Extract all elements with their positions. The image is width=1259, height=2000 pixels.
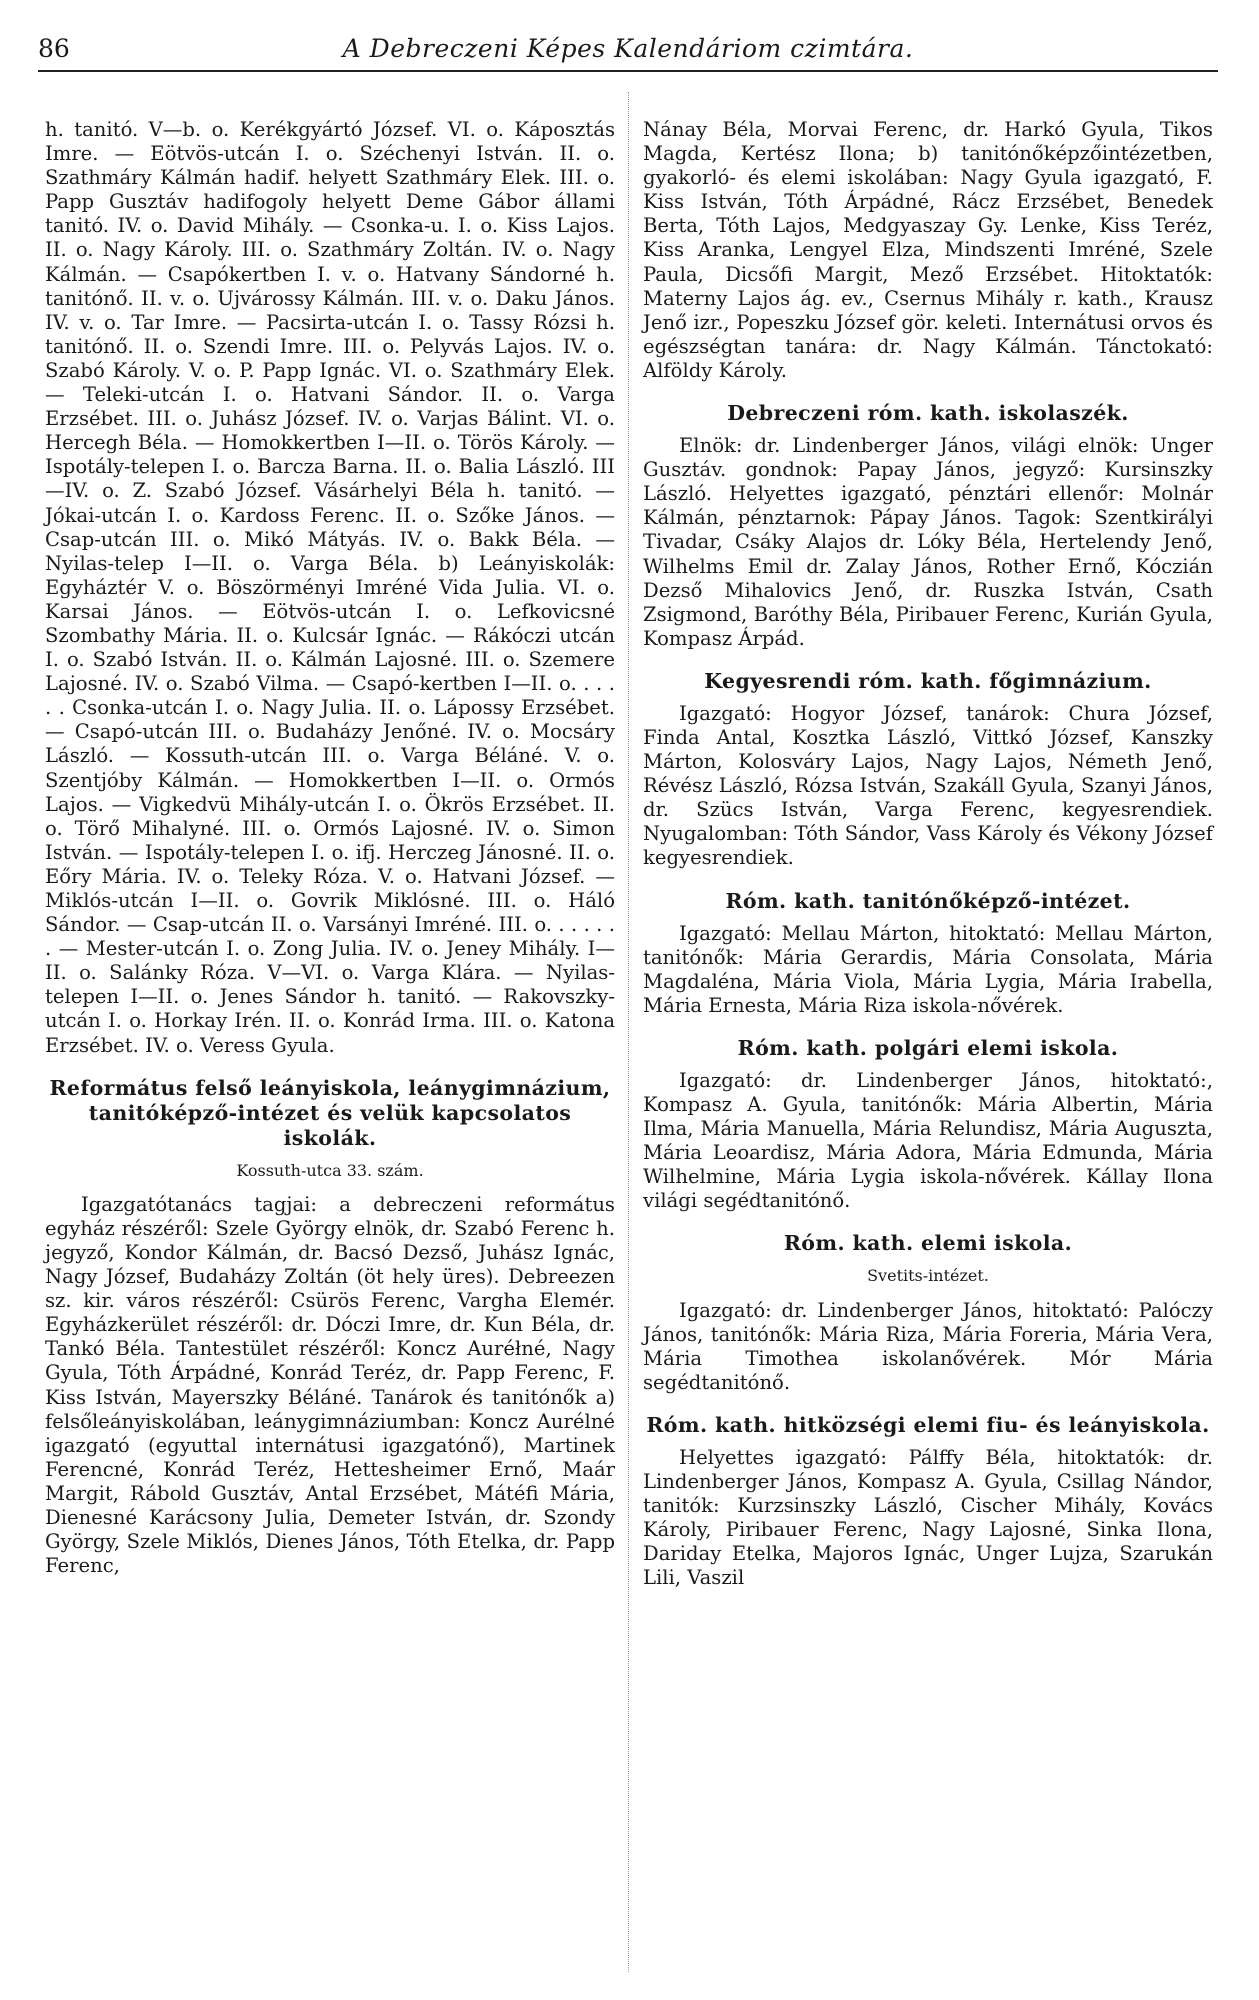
section-subtitle-address: Kossuth-utca 33. szám. [236, 1160, 424, 1180]
section-title-iskolaszek: Debreczeni róm. kath. iskolaszék. [727, 401, 1129, 426]
column-divider [628, 92, 629, 1972]
section-title-reformatus: Református felső leányiskola, leánygimnázium, tanitóképző-intézet és velük kapcsolatos iskolák. [49, 1075, 611, 1150]
running-title: A Debreczeni Képes Kalendáriom czimtára. [342, 34, 914, 63]
page-header [38, 30, 1218, 72]
section-paragraph-fogimnazium: Igazgató: Hogyor József, tanárok: Chura József, Finda Antal, Kosztka László, Vittkó József, Kanszky Márton, Kolosváry Lajos, Nagy Lajos, Németh Jenő, Révész László, Rózsa István, Szakáll Gyula, Szanyi János, dr. Szücs István, Varga Ferenc, kegyesrendiek. Nyugalomban: Tóth Sándor, Vass Károly és Vékony József kegyesrendiek. [643, 701, 1213, 870]
left-column [45, 118, 615, 1578]
section-paragraph-polgari: Igazgató: dr. Lindenberger János, hitoktató:, Kompasz A. Gyula, tanitónők: Mária Albertin, Mária Ilma, Mária Manuella, Mária Relundisz, Mária Auguszta, Mária Leoardisz, Mária Adora, Mária Edmunda, Mária Wilhelmine, Mária Lygia iskola-nővérek. Kállay Ilona világi segédtanitónő. [643, 1068, 1213, 1213]
section-paragraph-tanitonokepzo: Igazgató: Mellau Márton, hitoktató: Mellau Márton, tanitónők: Mária Gerardis, Mária Consolata, Mária Magdaléna, Mária Viola, Mária Lygia, Mária Irabella, Mária Ernesta, Mária Riza iskola-nővérek. [643, 921, 1213, 1017]
right-intro-paragraph: Nánay Béla, Morvai Ferenc, dr. Harkó Gyula, Tikos Magda, Kertész Ilona; b) tanitónőképzőintézetben, gyakorló- és elemi iskolában: Nagy Gyula igazgató, F. Kiss István, Tóth Árpádné, Rácz Erzsébet, Benedek Berta, Tóth Lajos, Medgyaszay Gy. Lenke, Kiss Teréz, Kiss Aranka, Lengyel Elza, Mindszenti Imréné, Szele Paula, Dicsőfi Margit, Mező Erzsébet. Hitoktatók: Materny Lajos ág. ev., Csernus Mihály r. kath., Krausz Jenő izr., Popeszku József gör. keleti. Internátusi orvos és egészségtan tanára: dr. Nagy Kálmán. Tánctokató: Alföldy Károly. [643, 118, 1213, 382]
section-paragraph-hitkozsegi: Helyettes igazgató: Pálffy Béla, hitoktatók: dr. Lindenberger János, Kompasz A. Gyula, Csillag Nándor, tanitók: Kurzsinszky László, Cischer Mihály, Kovács Károly, Piribauer Ferenc, Nagy Lajosné, Sinka Ilona, Dariday Etelka, Majoros Ignác, Unger Lujza, Szarukán Lili, Vaszil [643, 1445, 1213, 1590]
left-intro-paragraph: h. tanitó. V—b. o. Kerékgyártó József. VI. o. Káposztás Imre. — Eötvös-utcán I. o. Széchenyi István. II. o. Szathmáry Kálmán hadif. helyett Szathmáry Elek. III. o. Papp Gusztáv hadifogoly helyett Deme Gábor állami tanitó. IV. o. David Mihály. — Csonka-u. I. o. Kiss Lajos. II. o. Nagy Károly. III. o. Szathmáry Zoltán. IV. o. Nagy Kálmán. — Csapókertben I. v. o. Hatvany Sándorné h. tanitónő. II. v. o. Ujvárossy Kálmán. III. v. o. Daku János. IV. v. o. Tar Imre. — Pacsirta-utcán I. o. Tassy Rózsi h. tanitónő. II. o. Szendi Imre. III. o. Pelyvás Lajos. IV. o. Szabó Károly. V. o. P. Papp Ignác. VI. o. Szathmáry Elek. — Teleki-utcán I. o. Hatvani Sándor. II. o. Varga Erzsébet. III. o. Juhász József. IV. o. Varjas Bálint. VI. o. Hercegh Béla. — Homokkertben I—II. o. Törös Károly. — Ispotály-telepen I. o. Barcza Barna. II. o. Balia László. III—IV. o. Z. Szabó József. Vásárhelyi Béla h. tanitó. — Jókai-utcán I. o. Kardoss Ferenc. II. o. Szőke János. — Csap-utcán III. o. Mikó Mátyás. IV. o. Bakk Béla. — Nyilas-telep I—II. o. Varga Béla. b) Leányiskolák: Egyháztér V. o. Böszörményi Imréné Vida Julia. VI. o. Karsai János. — Eötvös-utcán I. o. Lefkovicsné Szombathy Mária. II. o. Kulcsár Ignác. — Rákóczi utcán I. o. Szabó István. II. o. Kálmán Lajosné. III. o. Szemere Lajosné. IV. o. Szabó Vilma. — Csapó-kertben I—II. o. . . . . . Csonka-utcán I. o. Nagy Julia. II. o. Lápossy Erzsébet. — Csapó-utcán III. o. Budaházy Jenőné. IV. o. Mocsáry László. — Kossuth-utcán III. o. Varga Béláné. V. o. Szentjóby Kálmán. — Homokkertben I—II. o. Ormós Lajos. — Vigkedvü Mihály-utcán I. o. Ökrös Erzsébet. II. o. Törő Mihalyné. III. o. Ormós Lajosné. IV. o. Simon István. — Ispotály-telepen I. o. ifj. Herczeg Jánosné. II. o. Eőry Mária. IV. o. Teleky Róza. V. o. Hatvani József. — Miklós-utcán I—II. o. Govrik Miklósné. III. o. Háló Sándor. — Csap-utcán II. o. Varsányi Imréné. III. o. . . . . . . — Mester-utcán I. o. Zong Julia. IV. o. Jeney Mihály. I—II. o. Salánky Róza. V—VI. o. Varga Klára. — Nyilas-telepen I—II. o. Jenes Sándor h. tanitó. — Rakovszky-utcán I. o. Horkay Irén. II. o. Konrád Irma. III. o. Katona Erzsébet. IV. o. Veress Gyula. [45, 118, 615, 1057]
section-paragraph-elemi: Igazgató: dr. Lindenberger János, hitoktató: Palóczy János, tanitónők: Mária Riza, Mária Foreria, Mária Vera, Mária Timothea iskolanővérek. Mór Mária segédtanitónő. [643, 1298, 1213, 1394]
section-subtitle-svetits: Svetits-intézet. [867, 1266, 989, 1286]
section-title-hitkozsegi: Róm. kath. hitközségi elemi fiu- és leányiskola. [646, 1412, 1210, 1437]
section-paragraph-iskolaszek: Elnök: dr. Lindenberger János, világi elnök: Unger Gusztáv. gondnok: Papay János, jegyző: Kursinszky László. Helyettes igazgató, pénztári ellenőr: Molnár Kálmán, pénztarnok: Pápay János. Tagok: Szentkirályi Tivadar, Csáky Alajos dr. Lóky Béla, Hertelendy Jenő, Wilhelms Emil dr. Zalay János, Rother Ernő, Kóczián Dezső Mihalovics Jenő, dr. Ruszka István, Csath Zsigmond, Baróthy Béla, Piribauer Ferenc, Kurián Gyula, Kompasz Árpád. [643, 434, 1213, 650]
section-title-tanitonokepzo: Róm. kath. tanitónőképző-intézet. [725, 888, 1131, 913]
section-title-elemi: Róm. kath. elemi iskola. [783, 1231, 1073, 1256]
section-paragraph-reformatus: Igazgatótanács tagjai: a debreczeni református egyház részéről: Szele György elnök, dr. Szabó Ferenc h. jegyző, Kondor Kálmán, dr. Bacsó Dezső, Juhász Ignác, Nagy József, Budaházy Zoltán (öt hely üres). Debreezen sz. kir. város részéről: Csürös Ferenc, Vargha Elemér. Egyházkerület részéről: dr. Dóczi Imre, dr. Kun Béla, dr. Tankó Béla. Tantestület részéről: Koncz Auréłné, Nagy Gyula, Tóth Árpádné, Konrád Teréz, dr. Papp Ferenc, F. Kiss István, Mayerszky Béláné. Tanárok és tanitónők a) felsőleányiskolában, leánygimnáziumban: Koncz Aurélné igazgató (egyuttal internátusi igazgatónő), Martinek Ferencné, Konrád Teréz, Hettesheimer Ernő, Maár Margit, Rábold Gusztáv, Antal Erzsébet, Mátéfi Mária, Dienesné Karácsony Julia, Demeter István, dr. Szondy György, Szele Miklós, Dienes János, Tóth Etelka, dr. Papp Ferenc, [45, 1192, 615, 1578]
right-column [643, 118, 1213, 1591]
section-title-polgari: Róm. kath. polgári elemi iskola. [737, 1035, 1119, 1060]
section-title-fogimnazium: Kegyesrendi róm. kath. főgimnázium. [704, 668, 1152, 693]
page-number: 86 [38, 34, 70, 63]
